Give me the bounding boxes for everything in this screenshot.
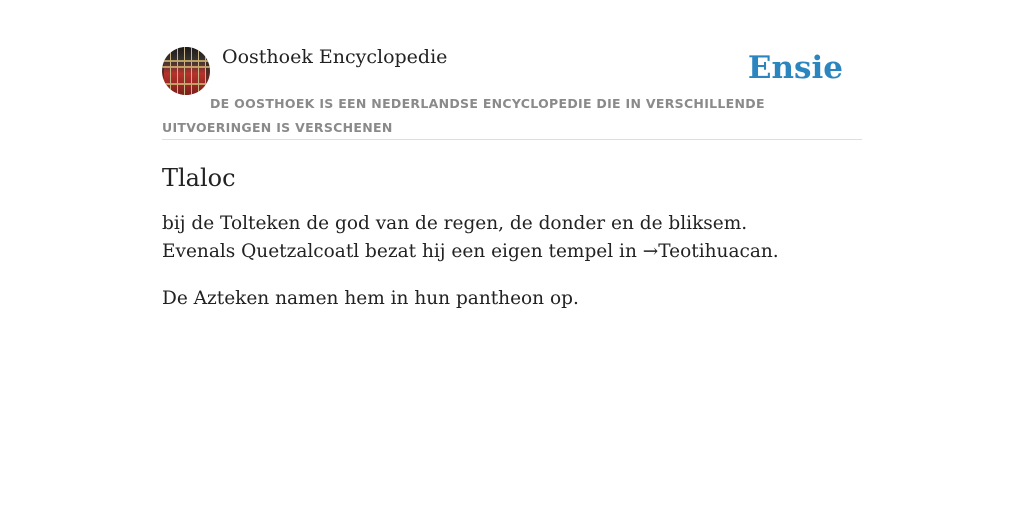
encyclopedia-books-icon[interactable] xyxy=(162,47,210,95)
entry-paragraph-1-text: bij de Tolteken de god van de regen, de donder en de bliksem. Evenals Quetzalcoatl bezat hij een eigen tempel in xyxy=(162,213,748,262)
entry-content xyxy=(162,160,862,313)
teotihuacan-link[interactable] xyxy=(643,241,773,262)
teotihuacan-link-label: Teotihuacan xyxy=(658,241,773,262)
site-header xyxy=(162,46,862,140)
ensie-logo-link[interactable]: Ensie xyxy=(747,50,843,86)
entry-title: Tlaloc xyxy=(162,164,236,192)
entry-paragraph-1 xyxy=(162,210,802,266)
cross-reference-arrow-icon: → xyxy=(642,241,659,262)
site-title-link[interactable]: Oosthoek Encyclopedie xyxy=(222,46,448,68)
site-tagline: DE OOSTHOEK IS EEN NEDERLANDSE ENCYCLOPEDIE DIE IN VERSCHILLENDE UITVOERINGEN IS VERSCHENEN xyxy=(162,96,765,135)
entry-paragraph-2: De Azteken namen hem in hun pantheon op. xyxy=(162,288,579,309)
entry-paragraph-1-end: . xyxy=(772,241,779,262)
